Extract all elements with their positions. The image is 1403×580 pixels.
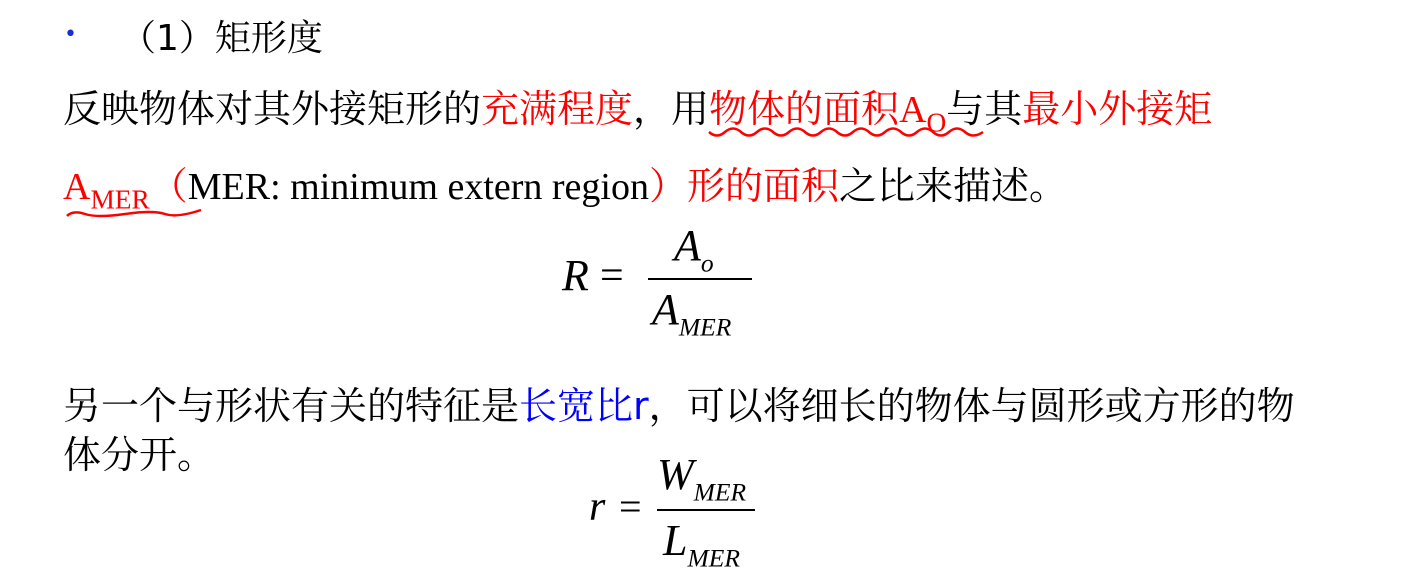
equals-sign: = (600, 253, 624, 299)
formula-rectangularity (556, 222, 766, 357)
text-segment: 另一个与形状有关的特征是 (63, 384, 520, 428)
formula-numerator (657, 449, 746, 507)
text-segment: 体分开。 (63, 433, 216, 477)
text-segment: 与其 (946, 87, 1023, 131)
equals-sign: = (619, 484, 642, 529)
paragraph-aspect-ratio-line2 (63, 424, 215, 479)
symbol-subscript: MER (90, 184, 150, 215)
highlight-aspect-ratio: 长宽比r (519, 384, 649, 428)
formula-denominator (663, 515, 740, 573)
paragraph-rectangularity-line2 (63, 155, 1067, 216)
symbol-base: A (674, 221, 701, 270)
mer-definition: MER: minimum extern region (187, 166, 649, 208)
formula-denominator (652, 284, 731, 342)
symbol-base: A (652, 285, 679, 334)
formula-lhs: r (589, 484, 606, 530)
text-segment: 反映物体对其外接矩形的 (63, 87, 482, 131)
highlight-fill-degree: 充满程度 (481, 87, 634, 131)
fraction-bar (657, 509, 755, 511)
text-segment: ，可以将细长的物体与圆形或方形的物 (648, 384, 1295, 428)
text-segment: ，用 (633, 87, 710, 131)
symbol-base: A (899, 89, 927, 131)
paragraph-aspect-ratio-line1 (63, 375, 1295, 430)
text-segment: （ (149, 164, 188, 208)
symbol-subscript: MER (687, 543, 740, 573)
formula-aspect-ratio (585, 450, 785, 580)
handwritten-underline (707, 123, 987, 141)
symbol-subscript: MER (693, 477, 747, 507)
section-heading: （1）矩形度 (120, 18, 323, 59)
formula-numerator (674, 220, 714, 278)
highlight-object-area (709, 87, 947, 138)
bullet-point: • (64, 22, 77, 47)
text-segment: 物体的面积 (709, 87, 900, 131)
symbol-base: W (657, 450, 694, 499)
symbol-base: L (663, 516, 688, 565)
handwritten-underline (65, 204, 205, 222)
paragraph-rectangularity-line1 (63, 78, 1212, 139)
symbol-area-mer (63, 166, 150, 215)
fraction-bar (648, 278, 752, 280)
symbol-base: A (63, 166, 91, 208)
symbol-subscript: O (926, 107, 947, 138)
text-segment: 之比来描述。 (839, 164, 1068, 208)
highlight-min-bounding: 最小外接矩 (1022, 87, 1213, 131)
symbol-subscript: o (700, 248, 714, 278)
symbol-subscript: MER (678, 312, 732, 342)
formula-lhs: R (562, 251, 589, 300)
highlight-shape-area: ）形的面积 (648, 164, 839, 208)
